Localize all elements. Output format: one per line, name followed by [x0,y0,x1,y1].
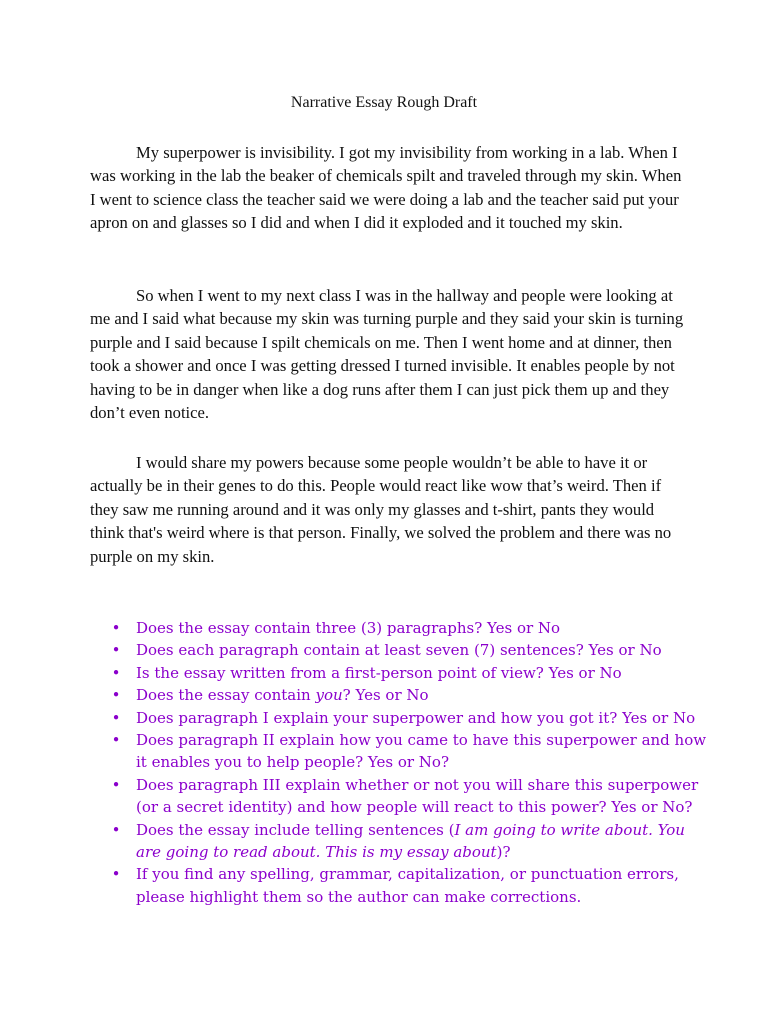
checklist-item [110,617,710,639]
peer-review-checklist [110,617,710,908]
checklist-item [110,707,710,729]
checklist-item-text: If you find any spelling, grammar, capitalization, or punctuation errors, please highlight them so the author can make corrections. [136,865,679,906]
bullet-icon: • [111,708,121,727]
checklist-item [110,684,710,706]
bullet-icon: • [111,731,121,750]
essay-paragraph-2 [90,284,690,424]
document-title: Narrative Essay Rough Draft [290,94,478,111]
checklist-item-text [136,686,429,704]
checklist-item-text: Does the essay contain three (3) paragraphs? Yes or No [136,619,561,637]
bullet-icon: • [111,619,121,637]
checklist-item-text: Does paragraph II explain how you came to have this superpower and how it enables you to help people? Yes or No? [136,731,707,772]
paragraph-text: My superpower is invisibility. I got my invisibility from working in a lab. When I was working in the lab the beaker of chemicals spilt and traveled through my skin. When I went to science class the teacher said we were doing a lab and the teacher said put your apron on and glasses so I did and when I did it exploded and it touched my skin. [90,143,682,233]
checklist-item [110,819,710,864]
bullet-icon: • [111,775,121,794]
bullet-icon: • [111,686,121,705]
checklist-item [110,729,710,774]
checklist-item-text [136,821,685,861]
checklist-text-part: )? [496,843,511,862]
checklist-item [110,774,710,819]
bullet-icon: • [111,663,121,682]
checklist-item [110,863,710,908]
checklist-item [110,662,710,684]
checklist-text-part: Does the essay include telling sentences ( [136,820,455,839]
bullet-icon: • [111,641,121,660]
checklist-italic-text: you [315,686,343,705]
checklist-text-part: ? Yes or No [342,686,429,705]
checklist-item-text: Does paragraph I explain your superpower and how you got it? Yes or No [136,708,696,727]
checklist-item-text: Does paragraph III explain whether or not you will share this superpower (or a secret identity) and how people will react to this power? Yes or No? [136,775,699,817]
paragraph-text: So when I went to my next class I was in the hallway and people were looking at me and I said what because my skin was turning purple and they said your skin is turning purple and I said because I spilt chemicals on me. Then I went home and at dinner, then took a shower and once I was getting dressed I turned invisible. It enables people by not having to be in danger when like a dog runs after them I can just pick them up and they don’t even notice. [90,286,684,423]
checklist-text-part: Does the essay contain [136,686,316,705]
checklist-item-text: Does each paragraph contain at least seven (7) sentences? Yes or No [136,641,662,660]
checklist-italic-text: I am going to write about. You are going to read about. This is my essay about [136,820,685,862]
essay-paragraph-1 [90,141,690,235]
checklist-item [110,639,710,661]
bullet-icon: • [111,865,121,884]
checklist-item-text: Is the essay written from a first-person point of view? Yes or No [136,663,622,682]
essay-paragraph-3 [90,451,690,568]
bullet-icon: • [111,820,121,839]
paragraph-text: I would share my powers because some people wouldn’t be able to have it or actually be in their genes to do this. People would react like wow that’s weird. Then if they saw me running around and it was only my glasses and t-shirt, pants they would think that's weird where is that person. Finally, we solved the problem and there was no purple on my skin. [90,453,672,566]
